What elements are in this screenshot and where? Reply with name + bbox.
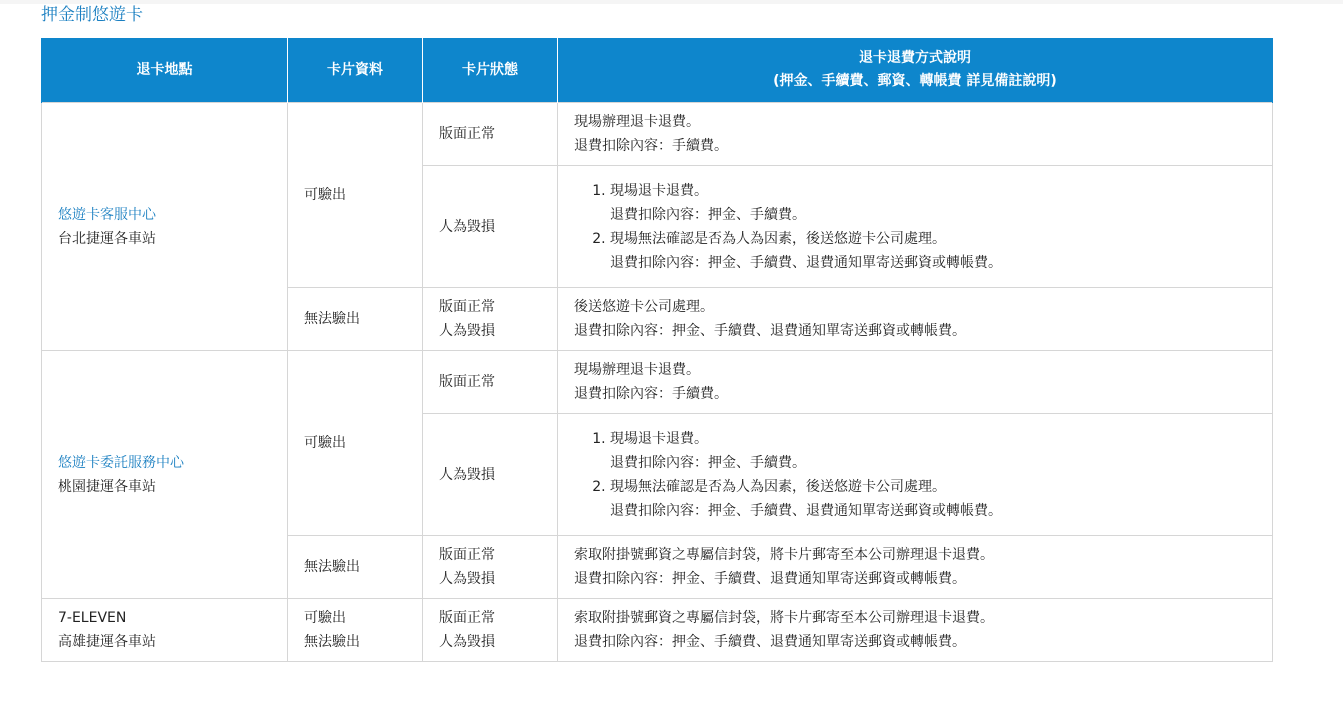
status-line: 版面正常: [439, 299, 495, 315]
card-status-cell: [423, 536, 558, 599]
status-line: 人為毀損: [439, 634, 495, 650]
location-cell: [42, 103, 288, 351]
description-cell: [558, 288, 1273, 351]
header-card-data: 卡片資料: [288, 38, 423, 103]
status-line: 版面正常: [439, 610, 495, 626]
table-row: [42, 103, 1273, 166]
data-line: 無法驗出: [304, 634, 360, 650]
list-item: [610, 427, 1256, 475]
card-data-cell: 無法驗出: [288, 288, 423, 351]
description-line: 退費扣除內容：押金、手續費、退費通知單寄送郵資或轉帳費。: [574, 571, 966, 587]
card-data-cell: [288, 599, 423, 662]
card-status-cell: 版面正常: [423, 103, 558, 166]
location-cell: [42, 599, 288, 662]
description-cell: [558, 166, 1273, 288]
description-cell: [558, 103, 1273, 166]
card-data-cell: 無法驗出: [288, 536, 423, 599]
list-item-detail: 退費扣除內容：押金、手續費、退費通知單寄送郵資或轉帳費。: [610, 254, 1002, 271]
status-line: 人為毀損: [439, 323, 495, 339]
header-location: 退卡地點: [42, 38, 288, 103]
description-line: 後送悠遊卡公司處理。: [574, 299, 714, 315]
card-status-cell: 人為毀損: [423, 414, 558, 536]
card-status-cell: [423, 599, 558, 662]
description-list: [574, 179, 1256, 275]
table-header-row: [42, 38, 1273, 103]
header-method-note: (押金、手續費、郵資、轉帳費 詳見備註說明): [773, 73, 1057, 89]
card-data-cell: 可驗出: [288, 103, 423, 288]
description-cell: [558, 351, 1273, 414]
list-item-detail: 退費扣除內容：押金、手續費。: [610, 454, 806, 471]
card-status-cell: 人為毀損: [423, 166, 558, 288]
location-sub: 台北捷運各車站: [58, 230, 156, 247]
description-line: 退費扣除內容：手續費。: [574, 386, 728, 402]
card-status-cell: 版面正常: [423, 351, 558, 414]
card-data-cell: 可驗出: [288, 351, 423, 536]
table-row: [42, 599, 1273, 662]
top-divider: [0, 0, 1343, 4]
list-item: [610, 475, 1256, 523]
description-cell: [558, 536, 1273, 599]
list-item-detail: 退費扣除內容：押金、手續費。: [610, 206, 806, 223]
status-line: 人為毀損: [439, 571, 495, 587]
location-name: 7-ELEVEN: [58, 610, 127, 626]
list-item-title: 1. 現場退卡退費。: [610, 430, 708, 447]
refund-table: [41, 38, 1273, 662]
table-row: [42, 351, 1273, 414]
description-line: 索取附掛號郵資之專屬信封袋，將卡片郵寄至本公司辦理退卡退費。: [574, 610, 994, 626]
location-cell: [42, 351, 288, 599]
list-item: [610, 227, 1256, 275]
location-sub: 高雄捷運各車站: [58, 634, 156, 650]
location-sub: 桃園捷運各車站: [58, 478, 156, 495]
list-item-title: 2. 現場無法確認是否為人為因素，後送悠遊卡公司處理。: [610, 478, 946, 495]
description-line: 退費扣除內容：手續費。: [574, 138, 728, 154]
list-item-title: 1. 現場退卡退費。: [610, 182, 708, 199]
description-cell: [558, 599, 1273, 662]
section-title: 押金制悠遊卡: [41, 5, 143, 25]
description-line: 退費扣除內容：押金、手續費、退費通知單寄送郵資或轉帳費。: [574, 323, 966, 339]
list-item-detail: 退費扣除內容：押金、手續費、退費通知單寄送郵資或轉帳費。: [610, 502, 1002, 519]
header-method-title: 退卡退費方式說明: [859, 50, 971, 66]
description-cell: [558, 414, 1273, 536]
list-item-title: 2. 現場無法確認是否為人為因素，後送悠遊卡公司處理。: [610, 230, 946, 247]
status-line: 版面正常: [439, 547, 495, 563]
location-link[interactable]: 悠遊卡客服中心: [58, 206, 156, 223]
description-line: 現場辦理退卡退費。: [574, 362, 700, 378]
location-link[interactable]: 悠遊卡委託服務中心: [58, 454, 184, 471]
description-line: 索取附掛號郵資之專屬信封袋，將卡片郵寄至本公司辦理退卡退費。: [574, 547, 994, 563]
header-card-status: 卡片狀態: [423, 38, 558, 103]
description-line: 現場辦理退卡退費。: [574, 114, 700, 130]
description-line: 退費扣除內容：押金、手續費、退費通知單寄送郵資或轉帳費。: [574, 634, 966, 650]
list-item: [610, 179, 1256, 227]
data-line: 可驗出: [304, 610, 346, 626]
header-method: [558, 38, 1273, 103]
description-list: [574, 427, 1256, 523]
card-status-cell: [423, 288, 558, 351]
